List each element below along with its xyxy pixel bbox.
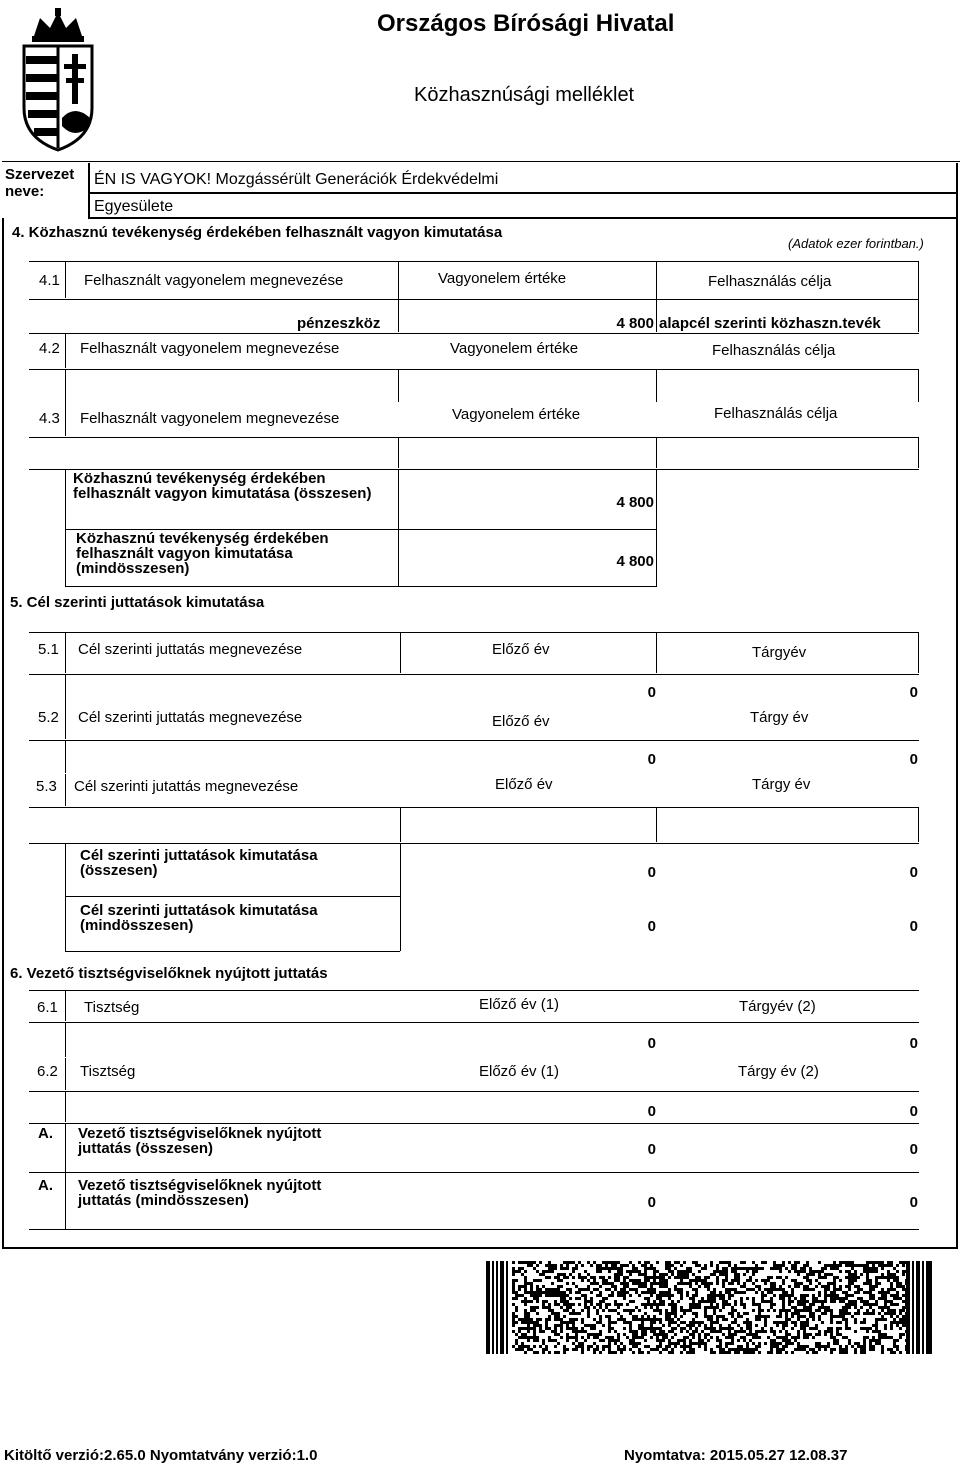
sub-6-2-prev-value: 0 <box>647 1103 656 1120</box>
asset-value: 4 800 <box>616 315 654 332</box>
sub-5-3-curr-label: Tárgy év <box>752 776 811 793</box>
sub-6-2-name-label: Tisztség <box>80 1063 136 1080</box>
section-5-title: 5. Cél szerinti juttatások kimutatása <box>10 594 265 611</box>
coat-of-arms-icon <box>12 8 104 153</box>
sub-6-1-name-label: Tisztség <box>84 999 140 1016</box>
sub-5-1-prev-label: Előző év <box>492 641 550 658</box>
barcode-icon <box>486 1261 934 1354</box>
sub-4-3-value-label: Vagyonelem értéke <box>452 406 581 423</box>
sub-5-2-name-label: Cél szerinti juttatás megnevezése <box>78 709 303 726</box>
sub-4-1-value-label: Vagyonelem értéke <box>438 270 567 287</box>
sub-4-3-num: 4.3 <box>39 410 60 427</box>
sub-6-2-prev-label: Előző év (1) <box>479 1063 560 1080</box>
sub-6-1-curr-value: 0 <box>909 1035 918 1052</box>
sub-4-2-value-label: Vagyonelem értéke <box>450 340 579 357</box>
footer-version: Kitöltő verzió:2.65.0 Nyomtatvány verzió:1.0 <box>4 1447 318 1464</box>
sub-6-2-num: 6.2 <box>37 1063 58 1080</box>
unit-note: (Adatok ezer forintban.) <box>788 236 924 251</box>
sub-6-1-num: 6.1 <box>37 999 58 1016</box>
sub-6-1-prev-value: 0 <box>647 1035 656 1052</box>
page-title: Országos Bírósági Hivatal <box>377 10 675 37</box>
sub-5-1-curr-label: Tárgyév <box>752 644 807 661</box>
org-name-line1: ÉN IS VAGYOK! Mozgássérült Generációk Érdekvédelmi <box>94 171 499 188</box>
sub-5-2-prev-value: 0 <box>647 751 656 768</box>
sub-5-3-prev-label: Előző év <box>495 776 553 793</box>
section-5-total-label: Cél szerinti juttatások kimutatása (összesen) <box>80 847 318 879</box>
section-6-grand-curr: 0 <box>909 1194 918 1211</box>
page-subtitle: Közhasznúsági melléklet <box>414 84 635 106</box>
section-5-total-curr: 0 <box>909 864 918 881</box>
section-6-grand-label: Vezető tisztségviselőknek nyújtott juttatás (mindösszesen) <box>78 1177 322 1209</box>
org-label: Szervezet neve: <box>5 166 75 200</box>
asset-purpose: alapcél szerinti közhaszn.tevék <box>659 315 881 332</box>
sub-6-1-curr-label: Tárgyév (2) <box>739 998 816 1015</box>
section-6-total-num: A. <box>38 1125 53 1142</box>
sub-5-2-curr-value: 0 <box>909 751 918 768</box>
sub-5-1-num: 5.1 <box>38 641 59 658</box>
sub-6-2-curr-value: 0 <box>909 1103 918 1120</box>
section-4-title: 4. Közhasznú tevékenység érdekében felhasznált vagyon kimutatása <box>12 224 503 241</box>
section-6-grand-prev: 0 <box>647 1194 656 1211</box>
section-6-total-curr: 0 <box>909 1141 918 1158</box>
sub-4-3-purpose-label: Felhasználás célja <box>714 405 838 422</box>
section-5-grand-curr: 0 <box>909 918 918 935</box>
sub-5-2-curr-label: Tárgy év <box>750 709 809 726</box>
sub-4-1-name-label: Felhasznált vagyonelem megnevezése <box>84 272 344 289</box>
sub-4-2-num: 4.2 <box>39 340 60 357</box>
section-5-grand-prev: 0 <box>647 918 656 935</box>
sub-4-1-purpose-label: Felhasználás célja <box>708 273 832 290</box>
sub-4-2-purpose-label: Felhasználás célja <box>712 342 836 359</box>
section-5-grand-label: Cél szerinti juttatások kimutatása (mindösszesen) <box>80 902 318 934</box>
sub-5-1-name-label: Cél szerinti juttatás megnevezése <box>78 641 303 658</box>
section-4-grand-label: Közhasznú tevékenység érdekében felhasznált vagyon kimutatása (mindösszesen) <box>76 530 329 577</box>
section-5-total-prev: 0 <box>647 864 656 881</box>
section-6-grand-num: A. <box>38 1177 53 1194</box>
section-6-total-label: Vezető tisztségviselőknek nyújtott juttatás (összesen) <box>78 1125 322 1157</box>
section-6-title: 6. Vezető tisztségviselőknek nyújtott juttatás <box>10 965 328 982</box>
sub-6-2-curr-label: Tárgy év (2) <box>738 1063 819 1080</box>
sub-6-1-prev-label: Előző év (1) <box>479 996 560 1013</box>
section-4-total-label: Közhasznú tevékenység érdekében felhasznált vagyon kimutatása (összesen) <box>73 470 372 502</box>
section-4-grand-value: 4 800 <box>616 553 654 570</box>
section-4-total-value: 4 800 <box>616 494 654 511</box>
sub-5-2-prev-label: Előző év <box>492 713 550 730</box>
sub-4-3-name-label: Felhasznált vagyonelem megnevezése <box>80 410 340 427</box>
sub-4-1-num: 4.1 <box>39 272 60 289</box>
sub-5-3-num: 5.3 <box>36 778 57 795</box>
footer-printed: Nyomtatva: 2015.05.27 12.08.37 <box>624 1447 848 1464</box>
asset-name: pénzeszköz <box>297 315 381 332</box>
sub-5-1-prev-value: 0 <box>647 684 656 701</box>
section-6-total-prev: 0 <box>647 1141 656 1158</box>
sub-4-2-name-label: Felhasznált vagyonelem megnevezése <box>80 340 340 357</box>
org-name-line2: Egyesülete <box>94 198 174 215</box>
sub-5-1-curr-value: 0 <box>909 684 918 701</box>
sub-5-3-name-label: Cél szerinti jutattás megnevezése <box>74 778 299 795</box>
sub-5-2-num: 5.2 <box>38 709 59 726</box>
